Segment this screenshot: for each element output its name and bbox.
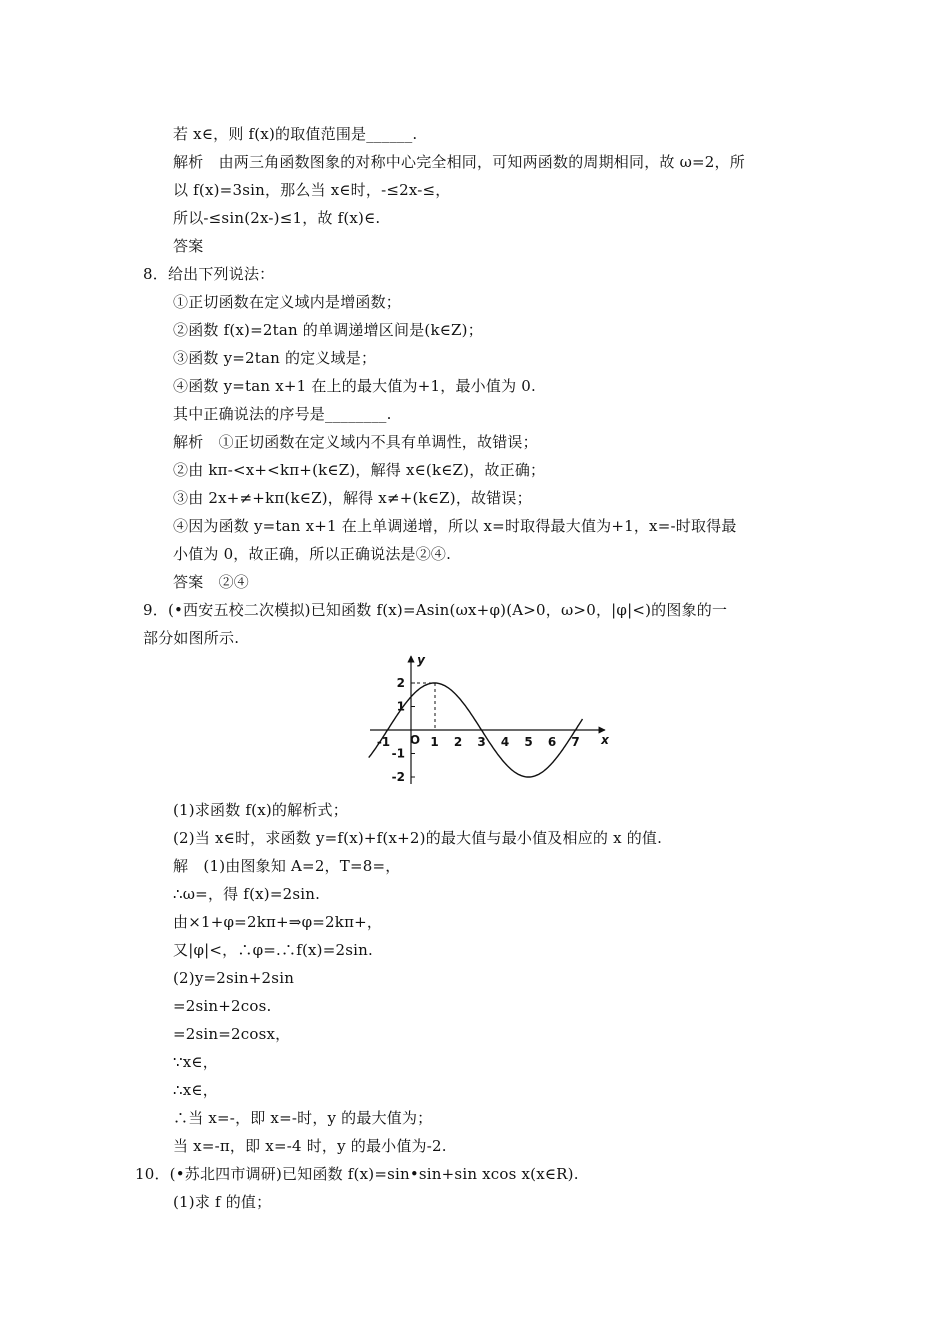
text-line: (2)y=2sin+2sin xyxy=(173,969,295,987)
text-line: 答案 ②④ xyxy=(173,573,250,591)
text-line: =2sin=2cosx， xyxy=(173,1025,291,1043)
x-tick-label: 5 xyxy=(524,735,533,749)
text-line: 答案 xyxy=(173,237,204,255)
y-tick-label: -2 xyxy=(391,770,405,784)
text-line: (1)求 f 的值； xyxy=(173,1193,272,1211)
text-line: 部分如图所示. xyxy=(143,629,240,647)
text-line: 解析 由两三角函数图象的对称中心完全相同，可知两函数的周期相同，故 ω=2，所 xyxy=(173,153,745,171)
text-line: 以 f(x)=3sin，那么当 x∈时，-≤2x-≤， xyxy=(173,181,451,199)
text-line: 解 (1)由图象知 A=2，T=8=， xyxy=(173,857,401,875)
x-tick-label: 6 xyxy=(547,735,557,749)
sine-graph-figure xyxy=(365,652,615,788)
text-line: (2)当 x∈时，求函数 y=f(x)+f(x+2)的最大值与最小值及相应的 x 的值. xyxy=(173,829,663,847)
text-line: ①正切函数在定义域内是增函数； xyxy=(173,293,402,311)
text-line: 所以-≤sin(2x-)≤1，故 f(x)∈. xyxy=(173,209,381,227)
text-line: 当 x=-π，即 x=-4 时，y 的最小值为-2. xyxy=(173,1137,447,1155)
text-line: 解析 ①正切函数在定义域内不具有单调性，故错误； xyxy=(173,433,538,451)
text-line: ∴x∈， xyxy=(173,1081,218,1099)
text-line: ∴ω=，得 f(x)=2sin. xyxy=(173,885,321,903)
text-line: 若 x∈，则 f(x)的取值范围是______. xyxy=(173,125,418,143)
x-tick-label: -1 xyxy=(376,735,391,749)
text-line: ④因为函数 y=tan x+1 在上单调递增，所以 x=时取得最大值为+1，x=-时取得最 xyxy=(173,517,737,535)
text-line: ④函数 y=tan x+1 在上的最大值为+1，最小值为 0. xyxy=(173,377,536,395)
x-tick-label: 2 xyxy=(453,735,463,749)
text-line: ②由 kπ-<x+<kπ+(k∈Z)，解得 x∈(k∈Z)，故正确； xyxy=(173,461,546,479)
text-line: (1)求函数 f(x)的解析式； xyxy=(173,801,348,819)
text-line: ③由 2x+≠+kπ(k∈Z)，解得 x≠+(k∈Z)，故错误； xyxy=(173,489,532,507)
text-line: ③函数 y=2tan 的定义域是； xyxy=(173,349,377,367)
x-tick-label: 7 xyxy=(571,735,580,749)
x-tick-label: 3 xyxy=(477,735,486,749)
text-line: =2sin+2cos. xyxy=(173,997,272,1015)
text-line: ②函数 f(x)=2tan 的单调递增区间是(k∈Z)； xyxy=(173,321,483,339)
text-line: 由×1+φ=2kπ+⇒φ=2kπ+， xyxy=(173,913,383,931)
question-10-title: 10．(•苏北四市调研)已知函数 f(x)=sin•sin+sin xcos x(x∈R). xyxy=(135,1165,579,1183)
question-9-title: 9．(•西安五校二次模拟)已知函数 f(x)=Asin(ωx+φ)(A>0，ω>0，|φ|<)的图象的一 xyxy=(143,601,728,619)
x-axis-label: x xyxy=(601,733,609,747)
y-tick-label: -1 xyxy=(391,746,405,761)
origin-label: O xyxy=(409,733,421,747)
y-tick-label: 1 xyxy=(396,699,405,714)
x-tick-label: 1 xyxy=(430,735,439,749)
question-8-title: 8．给出下列说法： xyxy=(143,265,275,283)
text-line: 小值为 0，故正确，所以正确说法是②④. xyxy=(173,545,452,563)
y-tick-label: 2 xyxy=(396,676,405,690)
text-line: 又|φ|<，∴φ=.∴f(x)=2sin. xyxy=(173,941,373,959)
x-tick-label: 4 xyxy=(500,735,510,749)
y-axis-label: y xyxy=(417,653,425,667)
text-line: 其中正确说法的序号是________. xyxy=(173,405,392,423)
text-line: ∵x∈， xyxy=(173,1053,218,1071)
text-line: ∴当 x=-，即 x=-时，y 的最大值为； xyxy=(173,1109,433,1127)
